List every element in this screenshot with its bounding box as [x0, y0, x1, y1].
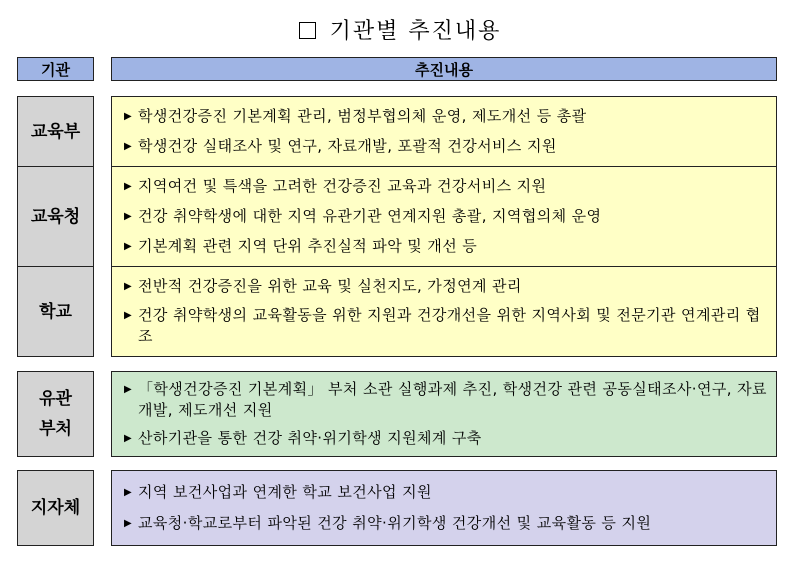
content-local-gov [111, 470, 777, 546]
org-moe [17, 96, 94, 167]
list-item: ▶ 「학생건강증진 기본계획」 부처 소관 실행과제 추진, 학생건강 관련 공동실태조사·연구, 자료개발, 제도개선 지원 [124, 380, 767, 419]
list-item: ▶ 전반적 건강증진을 위한 교육 및 실천지도, 가정연계 관리 [124, 276, 522, 295]
header-content: 추진내용 [111, 57, 777, 81]
list-item: ▶ 지역여건 및 특색을 고려한 건강증진 교육과 건강서비스 지원 [124, 177, 547, 195]
list-item: ▶ 학생건강증진 기본계획 관리, 범정부협의체 운영, 제도개선 등 총괄 [124, 107, 587, 125]
triangle-bullet-icon: ▶ [124, 181, 133, 192]
list-item: ▶ 건강 취약학생의 교육활동을 위한 지원과 건강개선을 위한 지역사회 및 전문기관 연계관리 협조 [124, 306, 761, 346]
org-ministries [17, 371, 94, 457]
triangle-bullet-icon: ▶ [124, 518, 133, 530]
org-local-gov-label: 지자체 [30, 498, 81, 518]
list-item: ▶ 기본계획 관련 지역 단위 추진실적 파악 및 개선 등 [124, 237, 478, 255]
triangle-bullet-icon: ▶ [124, 141, 133, 152]
page-title-text: 기관별 추진내용 [329, 19, 502, 44]
org-local-gov [17, 470, 94, 546]
checkbox-square-icon [299, 22, 316, 39]
org-moe-label: 교육부 [30, 121, 81, 142]
triangle-bullet-icon: ▶ [124, 433, 133, 444]
triangle-bullet-icon: ▶ [124, 241, 133, 252]
org-school-label: 학교 [39, 301, 72, 322]
list-item: ▶ 건강 취약학생에 대한 지역 유관기관 연계지원 총괄, 지역협의체 운영 [124, 207, 602, 225]
org-office [17, 166, 94, 267]
content-moe [111, 96, 777, 167]
triangle-bullet-icon: ▶ [124, 486, 133, 498]
content-office [111, 166, 777, 267]
triangle-bullet-icon: ▶ [124, 211, 133, 222]
group-block-3 [17, 470, 777, 546]
list-item: ▶ 지역 보건사업과 연계한 학교 보건사업 지원 [124, 482, 432, 501]
org-ministries-line-1: 유관 [39, 389, 72, 409]
org-school [17, 266, 94, 357]
list-item: ▶ 교육청·학교로부터 파악된 건강 취약·위기학생 건강개선 및 교육활동 등 지원 [124, 514, 652, 533]
triangle-bullet-icon: ▶ [124, 280, 133, 292]
list-item: ▶ 산하기관을 통한 건강 취약·위기학생 지원체계 구축 [124, 429, 482, 447]
group-block-2 [17, 371, 777, 457]
content-school [111, 266, 777, 357]
triangle-bullet-icon: ▶ [124, 384, 133, 395]
org-office-label: 교육청 [30, 206, 81, 227]
triangle-bullet-icon: ▶ [124, 111, 133, 122]
content-ministries [111, 371, 777, 457]
triangle-bullet-icon: ▶ [124, 310, 133, 322]
group-block-1 [17, 96, 777, 357]
header-org: 기관 [17, 57, 94, 81]
list-item: ▶ 학생건강 실태조사 및 연구, 자료개발, 포괄적 건강서비스 지원 [124, 137, 557, 155]
page-title [0, 14, 800, 45]
org-ministries-line-2: 부처 [39, 419, 72, 439]
